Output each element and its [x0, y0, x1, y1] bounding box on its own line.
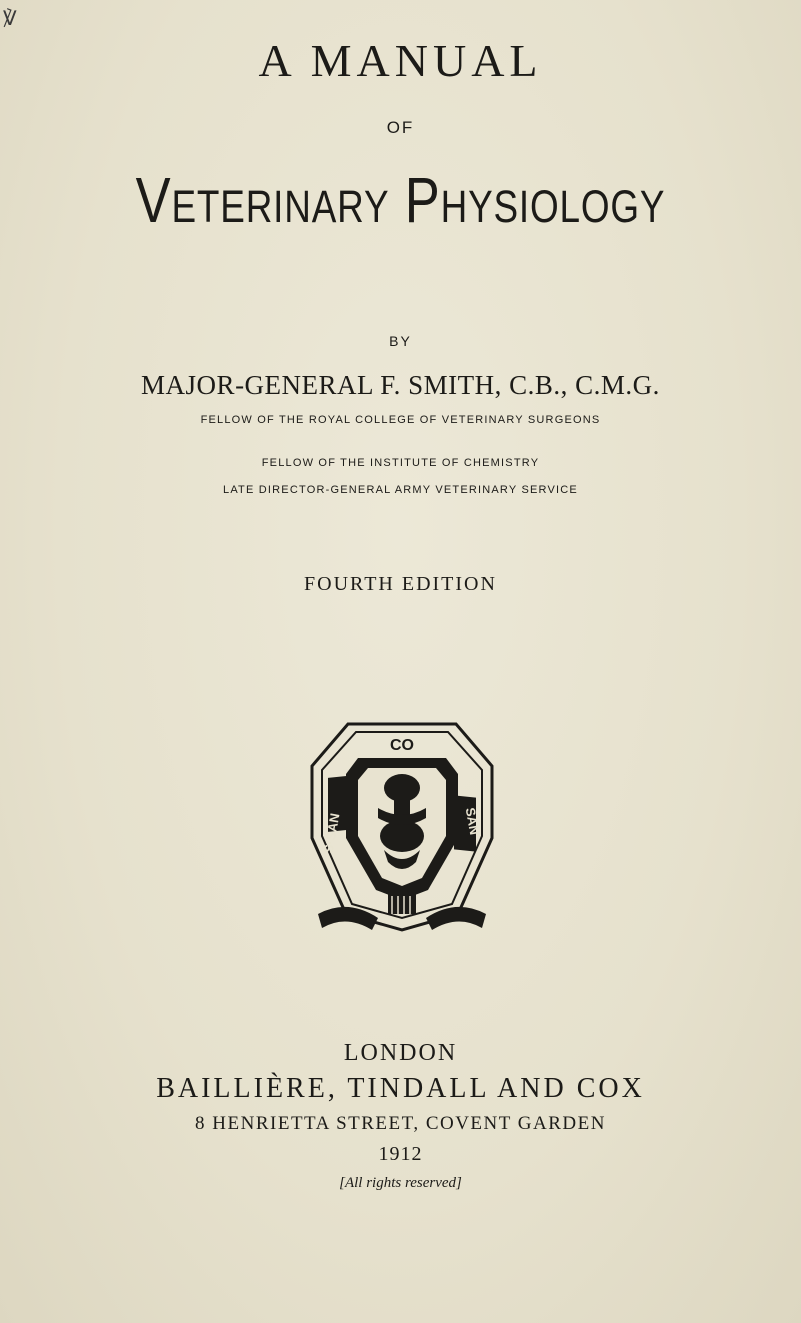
edition-label: FOURTH EDITION: [304, 573, 497, 595]
emblem-text-right: SAN: [462, 806, 483, 837]
credential-line-2: FELLOW OF THE INSTITUTE OF CHEMISTRY: [261, 457, 540, 469]
emblem-text-left: S·SAN: [320, 811, 343, 855]
imprint-city: LONDON: [343, 1040, 458, 1066]
imprint-year: 1912: [378, 1143, 423, 1165]
imprint-publisher: BAILLIÈRE, TINDALL AND COX: [156, 1073, 645, 1104]
author-name: MAJOR-GENERAL F. SMITH, C.B., C.M.G.: [141, 370, 660, 400]
title-line-of: OF: [386, 118, 415, 137]
title-line-manual: A MANUAL: [258, 35, 543, 86]
book-title: Veterinary Physiology: [135, 164, 666, 236]
by-label: BY: [389, 333, 412, 349]
emblem-text-top: CO: [390, 737, 414, 754]
imprint-address: 8 HENRIETTA STREET, COVENT GARDEN: [195, 1113, 606, 1134]
credential-line-1: FELLOW OF THE ROYAL COLLEGE OF VETERINARY SURGEONS: [200, 414, 601, 426]
corner-pencil-mark: ℣: [3, 6, 17, 30]
publisher-emblem-icon: [308, 718, 496, 944]
rights-notice: [All rights reserved]: [339, 1175, 462, 1191]
credential-line-3: LATE DIRECTOR-GENERAL ARMY VETERINARY SERVICE: [223, 484, 578, 496]
